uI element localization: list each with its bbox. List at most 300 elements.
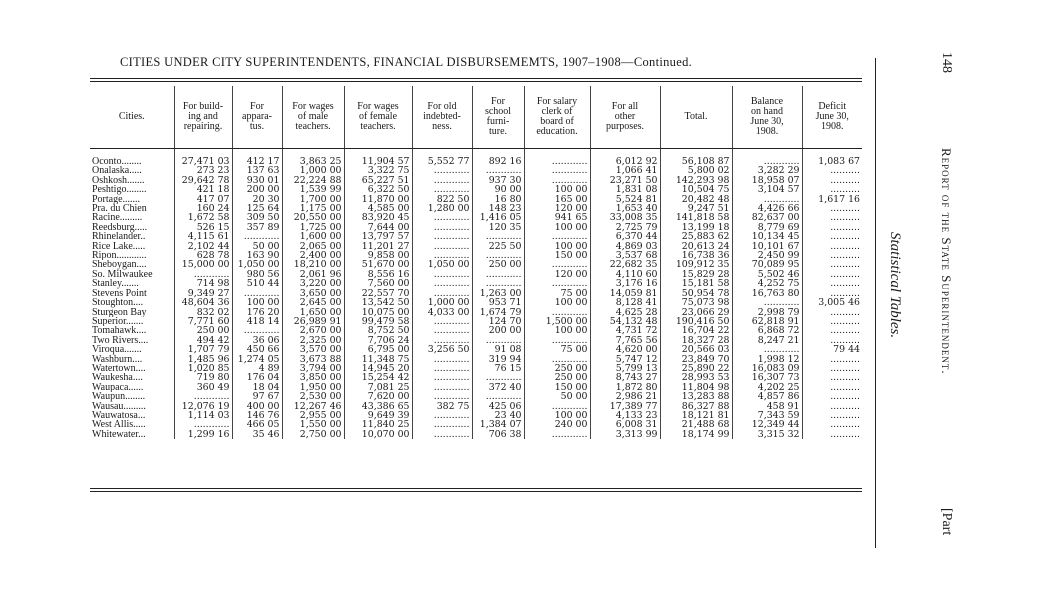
amount-cell: ............ — [412, 279, 472, 288]
amount-cell: .......... — [802, 411, 862, 420]
amount-cell: ............ — [472, 166, 524, 175]
amount-cell: ............ — [412, 373, 472, 382]
city-name-cell: Tomahawk.... — [92, 326, 147, 336]
amount-cell: 4,625 28 — [590, 308, 660, 317]
amount-cell: 382 75 — [412, 402, 472, 411]
amount-cell: 12,267 46 — [282, 402, 344, 411]
spacer-cell — [802, 149, 862, 158]
amount-cell: 6,795 00 — [344, 345, 412, 354]
column-header: Total. — [660, 86, 732, 149]
amount-cell: 250 00 — [472, 260, 524, 269]
city-name-cell: West Allis..... — [92, 420, 146, 430]
amount-cell: 2,986 21 — [590, 392, 660, 401]
amount-cell: 3,104 57 — [732, 185, 802, 194]
amount-cell: 82,637 00 — [732, 213, 802, 222]
amount-cell: 150 00 — [524, 251, 590, 260]
amount-cell: 8,779 69 — [732, 223, 802, 232]
amount-cell: 3,850 00 — [282, 373, 344, 382]
amount-cell: 2,530 00 — [282, 392, 344, 401]
amount-cell: .......... — [802, 260, 862, 269]
column-header: Balance on hand June 30, 1908. — [732, 86, 802, 149]
amount-cell: 1,083 67 — [802, 157, 862, 166]
amount-cell: ............ — [412, 430, 472, 439]
amount-cell: 28,993 53 — [660, 373, 732, 382]
table-row — [90, 308, 862, 317]
amount-cell: 75,073 98 — [660, 298, 732, 307]
amount-cell: 75 00 — [524, 289, 590, 298]
amount-cell: 1,539 99 — [282, 185, 344, 194]
city-name-cell: Portage....... — [92, 194, 141, 205]
amount-cell: 25,890 22 — [660, 364, 732, 373]
amount-cell: 15,181 58 — [660, 279, 732, 288]
amount-cell: 930 01 — [232, 176, 282, 185]
amount-cell: .......... — [802, 270, 862, 279]
amount-cell: .......... — [802, 251, 862, 260]
amount-cell: 50,954 78 — [660, 289, 732, 298]
amount-cell: 4,252 75 — [732, 279, 802, 288]
amount-cell: 18,210 00 — [282, 260, 344, 269]
amount-cell: .......... — [802, 279, 862, 288]
amount-cell: ............ — [732, 298, 802, 307]
amount-cell: 360 49 — [174, 383, 232, 392]
city-name-cell: Viroqua....... — [92, 345, 142, 355]
city-name-cell: So. Milwaukee — [92, 269, 153, 280]
amount-cell: 1,280 00 — [412, 204, 472, 213]
amount-cell: 980 56 — [232, 270, 282, 279]
amount-cell: 100 00 — [524, 411, 590, 420]
amount-cell: ............ — [412, 185, 472, 194]
amount-cell: 458 91 — [732, 402, 802, 411]
amount-cell: ............ — [412, 411, 472, 420]
amount-cell: .......... — [802, 166, 862, 175]
amount-cell: 16,307 73 — [732, 373, 802, 382]
amount-cell: 4,869 03 — [590, 242, 660, 251]
amount-cell: .......... — [802, 336, 862, 345]
amount-cell: 120 00 — [524, 270, 590, 279]
page-number: 148 — [939, 52, 954, 73]
amount-cell: 4,202 25 — [732, 383, 802, 392]
amount-cell: .......... — [802, 326, 862, 335]
amount-cell: 7,081 25 — [344, 383, 412, 392]
amount-cell: 25,883 62 — [660, 232, 732, 241]
amount-cell: 412 17 — [232, 157, 282, 166]
amount-cell: 27,471 03 — [174, 157, 232, 166]
table-row — [90, 279, 862, 288]
city-name-cell: Peshtigo........ — [92, 185, 147, 195]
amount-cell: 43,386 65 — [344, 402, 412, 411]
top-rule-double — [90, 81, 862, 82]
amount-cell: .......... — [802, 364, 862, 373]
amount-cell: 190,416 50 — [660, 317, 732, 326]
amount-cell: .......... — [802, 383, 862, 392]
amount-cell: ............ — [174, 270, 232, 279]
amount-cell: 1,114 03 — [174, 411, 232, 420]
amount-cell: 79 44 — [802, 345, 862, 354]
gutter-rule — [875, 58, 877, 548]
amount-cell: 23,271 50 — [590, 176, 660, 185]
spacer-cell — [90, 149, 174, 158]
amount-cell: 75 00 — [524, 345, 590, 354]
amount-cell: 100 00 — [524, 242, 590, 251]
column-header: For appara- tus. — [232, 86, 282, 149]
amount-cell: 3,322 75 — [344, 166, 412, 175]
amount-cell: 2,400 00 — [282, 251, 344, 260]
amount-cell: 357 89 — [232, 223, 282, 232]
amount-cell: 3,282 29 — [732, 166, 802, 175]
top-rule — [90, 78, 862, 79]
amount-cell: 7,706 24 — [344, 336, 412, 345]
header-row — [90, 86, 862, 149]
amount-cell: 163 90 — [232, 251, 282, 260]
city-name-cell: Watertown.... — [92, 363, 146, 374]
amount-cell: 23 40 — [472, 411, 524, 420]
amount-cell: 11,348 75 — [344, 355, 412, 364]
spacer-cell — [660, 149, 732, 158]
amount-cell: 3,863 25 — [282, 157, 344, 166]
amount-cell: 1,674 79 — [472, 308, 524, 317]
amount-cell: 5,747 12 — [590, 355, 660, 364]
amount-cell: 4 89 — [232, 364, 282, 373]
amount-cell: 309 50 — [232, 213, 282, 222]
table-row — [90, 185, 862, 194]
amount-cell: ............ — [412, 326, 472, 335]
amount-cell: 3,313 99 — [590, 430, 660, 439]
amount-cell: 9,858 00 — [344, 251, 412, 260]
table-row — [90, 430, 862, 439]
amount-cell: 48,604 36 — [174, 298, 232, 307]
amount-cell: 50 00 — [232, 242, 282, 251]
amount-cell: 86,327 88 — [660, 402, 732, 411]
amount-cell: 16,704 22 — [660, 326, 732, 335]
amount-cell: .......... — [802, 213, 862, 222]
table-row — [90, 411, 862, 420]
amount-cell: 2,670 00 — [282, 326, 344, 335]
amount-cell: 120 00 — [524, 204, 590, 213]
amount-cell: 719 80 — [174, 373, 232, 382]
amount-cell: 3,005 46 — [802, 298, 862, 307]
spacer-cell — [232, 149, 282, 158]
city-name-cell: Waupaca...... — [92, 382, 144, 393]
spacer-cell — [732, 149, 802, 158]
table-row — [90, 336, 862, 345]
column-header: For all other purposes. — [590, 86, 660, 149]
amount-cell: 1,707 79 — [174, 345, 232, 354]
amount-cell: 3,220 00 — [282, 279, 344, 288]
spacer-cell — [282, 149, 344, 158]
amount-cell: 9,247 51 — [660, 204, 732, 213]
amount-cell: 2,998 79 — [732, 308, 802, 317]
table-row — [90, 420, 862, 429]
amount-cell: .......... — [802, 204, 862, 213]
amount-cell: 18 04 — [232, 383, 282, 392]
table-row — [90, 213, 862, 222]
table-row — [90, 176, 862, 185]
amount-cell: 273 23 — [174, 166, 232, 175]
amount-cell: ............ — [732, 345, 802, 354]
amount-cell: ............ — [412, 317, 472, 326]
amount-cell: 54,132 48 — [590, 317, 660, 326]
amount-cell: 1,653 40 — [590, 204, 660, 213]
city-name-cell: Superior....... — [92, 316, 144, 327]
amount-cell: 3,570 00 — [282, 345, 344, 354]
amount-cell: ............ — [412, 355, 472, 364]
amount-cell: ............ — [412, 364, 472, 373]
amount-cell: 1,725 00 — [282, 223, 344, 232]
amount-cell: ............ — [524, 176, 590, 185]
amount-cell: 3,650 00 — [282, 289, 344, 298]
amount-cell: 4,585 00 — [344, 204, 412, 213]
amount-cell: 15,829 28 — [660, 270, 732, 279]
amount-cell: 1,672 58 — [174, 213, 232, 222]
table-row — [90, 260, 862, 269]
amount-cell: ............ — [472, 270, 524, 279]
amount-cell: 892 16 — [472, 157, 524, 166]
amount-cell: 3,537 68 — [590, 251, 660, 260]
amount-cell: 8,752 50 — [344, 326, 412, 335]
amount-cell: 421 18 — [174, 185, 232, 194]
amount-cell: 2,325 00 — [282, 336, 344, 345]
city-name-cell: Stoughton.... — [92, 298, 144, 308]
table-row — [90, 157, 862, 166]
amount-cell: 17,389 77 — [590, 402, 660, 411]
amount-cell: 13,199 18 — [660, 223, 732, 232]
amount-cell: 1,050 00 — [232, 260, 282, 269]
amount-cell: 109,912 35 — [660, 260, 732, 269]
amount-cell: ............ — [472, 392, 524, 401]
amount-cell: .......... — [802, 289, 862, 298]
city-name-cell: Pra. du Chien — [92, 204, 147, 214]
amount-cell: ............ — [174, 420, 232, 429]
amount-cell: 1,020 85 — [174, 364, 232, 373]
amount-cell: 137 63 — [232, 166, 282, 175]
amount-cell: 62,818 91 — [732, 317, 802, 326]
amount-cell: 70,089 95 — [732, 260, 802, 269]
amount-cell: .......... — [802, 355, 862, 364]
table-row — [90, 242, 862, 251]
city-name-cell: Racine......... — [92, 213, 143, 223]
amount-cell: 26,989 91 — [282, 317, 344, 326]
amount-cell: 1,950 00 — [282, 383, 344, 392]
amount-cell: 2,725 79 — [590, 223, 660, 232]
amount-cell: 20,613 24 — [660, 242, 732, 251]
amount-cell: 120 35 — [472, 223, 524, 232]
amount-cell: 100 00 — [524, 326, 590, 335]
amount-cell: 4,426 66 — [732, 204, 802, 213]
amount-cell: ............ — [472, 373, 524, 382]
column-header: For old indebted- ness. — [412, 86, 472, 149]
table-body — [90, 149, 862, 440]
part-label: [Part — [939, 508, 954, 536]
amount-cell: 1,485 96 — [174, 355, 232, 364]
column-header: For build- ing and repairing. — [174, 86, 232, 149]
amount-cell: ............ — [524, 260, 590, 269]
amount-cell: 1,384 07 — [472, 420, 524, 429]
amount-cell: 832 02 — [174, 308, 232, 317]
city-name-cell: Rice Lake..... — [92, 241, 146, 252]
column-header: For wages of male teachers. — [282, 86, 344, 149]
table-row — [90, 392, 862, 401]
amount-cell: 141,818 58 — [660, 213, 732, 222]
amount-cell: 16 80 — [472, 195, 524, 204]
city-name-cell: Stevens Point — [92, 288, 147, 299]
amount-cell: .......... — [802, 430, 862, 439]
amount-cell: 9,349 27 — [174, 289, 232, 298]
amount-cell: 15,000 00 — [174, 260, 232, 269]
amount-cell: ............ — [524, 308, 590, 317]
amount-cell: 1,700 00 — [282, 195, 344, 204]
amount-cell: 250 00 — [174, 326, 232, 335]
table-row — [90, 317, 862, 326]
amount-cell: 8,247 21 — [732, 336, 802, 345]
amount-cell: 150 00 — [524, 383, 590, 392]
amount-cell: ............ — [412, 392, 472, 401]
amount-cell: 3,315 32 — [732, 430, 802, 439]
amount-cell: 15,254 42 — [344, 373, 412, 382]
amount-cell: 6,868 72 — [732, 326, 802, 335]
amount-cell: 11,201 27 — [344, 242, 412, 251]
city-name-cell: Oconto........ — [92, 157, 142, 167]
amount-cell: 10,504 75 — [660, 185, 732, 194]
amount-cell: 319 94 — [472, 355, 524, 364]
table-row — [90, 223, 862, 232]
column-header: For salary clerk of board of education. — [524, 86, 590, 149]
bottom-rule-double — [90, 491, 862, 492]
amount-cell: 8,128 41 — [590, 298, 660, 307]
amount-cell: ............ — [232, 232, 282, 241]
amount-cell: ............ — [412, 420, 472, 429]
amount-cell: 4,033 00 — [412, 308, 472, 317]
amount-cell: 4,620 00 — [590, 345, 660, 354]
amount-cell: 714 98 — [174, 279, 232, 288]
table-row — [90, 383, 862, 392]
amount-cell: 1,500 00 — [524, 317, 590, 326]
column-header: For wages of female teachers. — [344, 86, 412, 149]
amount-cell: 5,800 02 — [660, 166, 732, 175]
amount-cell: 1,831 08 — [590, 185, 660, 194]
amount-cell: 100 00 — [524, 223, 590, 232]
amount-cell: ............ — [412, 270, 472, 279]
amount-cell: 16,083 09 — [732, 364, 802, 373]
amount-cell: .......... — [802, 420, 862, 429]
amount-cell: 142,293 98 — [660, 176, 732, 185]
amount-cell: ............ — [472, 336, 524, 345]
table-row — [90, 166, 862, 175]
city-name-cell: Washburn.... — [92, 354, 143, 364]
amount-cell: 146 76 — [232, 411, 282, 420]
column-header: Cities. — [90, 86, 174, 149]
amount-cell: 14,059 81 — [590, 289, 660, 298]
amount-cell: 466 05 — [232, 420, 282, 429]
amount-cell: 23,066 29 — [660, 308, 732, 317]
amount-cell: 1,617 16 — [802, 195, 862, 204]
amount-cell: 400 00 — [232, 402, 282, 411]
amount-cell: 1,175 00 — [282, 204, 344, 213]
amount-cell: 4,115 61 — [174, 232, 232, 241]
amount-cell: 8,743 27 — [590, 373, 660, 382]
amount-cell: 100 00 — [232, 298, 282, 307]
amount-cell: 20 30 — [232, 195, 282, 204]
amount-cell: ............ — [524, 232, 590, 241]
table-row — [90, 355, 862, 364]
amount-cell: 51,670 00 — [344, 260, 412, 269]
column-header: For school furni- ture. — [472, 86, 524, 149]
amount-cell: 6,012 92 — [590, 157, 660, 166]
amount-cell: 372 40 — [472, 383, 524, 392]
amount-cell: 11,904 57 — [344, 157, 412, 166]
amount-cell: 91 08 — [472, 345, 524, 354]
amount-cell: 11,804 98 — [660, 383, 732, 392]
amount-cell: 18,958 07 — [732, 176, 802, 185]
amount-cell: .......... — [802, 317, 862, 326]
table-row — [90, 373, 862, 382]
amount-cell: 5,552 77 — [412, 157, 472, 166]
amount-cell: 10,134 45 — [732, 232, 802, 241]
amount-cell: 13,283 88 — [660, 392, 732, 401]
amount-cell: 2,645 00 — [282, 298, 344, 307]
amount-cell: 100 00 — [524, 185, 590, 194]
amount-cell: 1,872 80 — [590, 383, 660, 392]
amount-cell: 56,108 87 — [660, 157, 732, 166]
section-label: Statistical Tables. — [887, 232, 903, 339]
amount-cell: ............ — [412, 242, 472, 251]
amount-cell: 5,502 46 — [732, 270, 802, 279]
amount-cell: 160 24 — [174, 204, 232, 213]
amount-cell: 2,065 00 — [282, 242, 344, 251]
amount-cell: 165 00 — [524, 195, 590, 204]
amount-cell: 3,794 00 — [282, 364, 344, 373]
amount-cell: ............ — [412, 223, 472, 232]
amount-cell: ............ — [732, 157, 802, 166]
amount-cell: 510 44 — [232, 279, 282, 288]
amount-cell: 23,849 70 — [660, 355, 732, 364]
table-row — [90, 298, 862, 307]
amount-cell: ............ — [524, 157, 590, 166]
spacer-cell — [412, 149, 472, 158]
amount-cell: 12,076 19 — [174, 402, 232, 411]
table-row — [90, 195, 862, 204]
amount-cell: 628 78 — [174, 251, 232, 260]
amount-cell: .......... — [802, 392, 862, 401]
city-name-cell: Waukesha.... — [92, 373, 143, 383]
city-name-cell: Waupun........ — [92, 392, 146, 402]
amount-cell: .......... — [802, 308, 862, 317]
amount-cell: 33,008 35 — [590, 213, 660, 222]
amount-cell: 22,224 88 — [282, 176, 344, 185]
city-name-cell: Wauwatosa... — [92, 410, 146, 421]
amount-cell: 13,797 57 — [344, 232, 412, 241]
amount-cell: 36 06 — [232, 336, 282, 345]
amount-cell: ............ — [412, 336, 472, 345]
amount-cell: 7,765 56 — [590, 336, 660, 345]
amount-cell: 3,673 88 — [282, 355, 344, 364]
amount-cell: 1,066 41 — [590, 166, 660, 175]
city-name-cell: Rhinelander.. — [92, 232, 146, 242]
table-row — [90, 402, 862, 411]
amount-cell: 7,644 00 — [344, 223, 412, 232]
amount-cell: 5,799 13 — [590, 364, 660, 373]
amount-cell: 3,176 16 — [590, 279, 660, 288]
city-name-cell: Ripon............ — [92, 251, 147, 261]
amount-cell: ............ — [232, 289, 282, 298]
amount-cell: 6,370 44 — [590, 232, 660, 241]
amount-cell: 100 00 — [524, 298, 590, 307]
spacer-cell — [174, 149, 232, 158]
amount-cell: ............ — [472, 232, 524, 241]
column-header: Deficit June 30, 1908. — [802, 86, 862, 149]
amount-cell: 2,450 99 — [732, 251, 802, 260]
amount-cell: 1,299 16 — [174, 430, 232, 439]
amount-cell: 1,274 05 — [232, 355, 282, 364]
